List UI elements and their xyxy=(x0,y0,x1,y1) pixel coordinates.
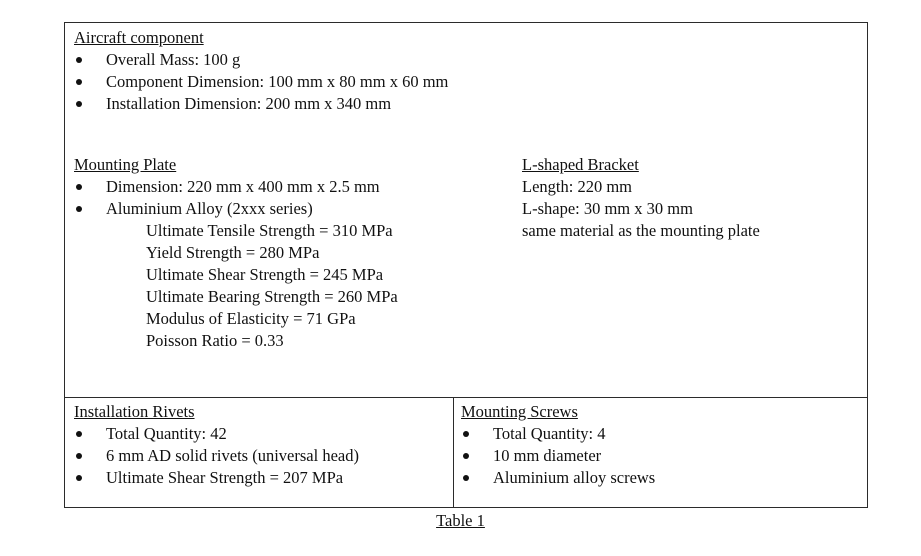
bullet-icon xyxy=(76,206,82,212)
l-bracket-line: same material as the mounting plate xyxy=(522,221,760,240)
list-item-text: Ultimate Shear Strength = 207 MPa xyxy=(106,468,344,487)
list-item xyxy=(74,49,448,71)
bullet-icon xyxy=(76,57,82,63)
mounting-plate-heading: Mounting Plate xyxy=(74,155,177,174)
installation-rivets-section xyxy=(74,401,359,489)
list-item-text: 6 mm AD solid rivets (universal head) xyxy=(106,446,359,465)
l-bracket-line: L-shape: 30 mm x 30 mm xyxy=(522,199,693,218)
bullet-icon xyxy=(76,475,82,481)
list-item xyxy=(461,467,655,489)
table-row-bottom xyxy=(65,398,867,508)
bullet-icon xyxy=(76,101,82,107)
bullet-icon xyxy=(76,79,82,85)
list-item-text: Total Quantity: 4 xyxy=(493,424,606,443)
mounting-plate-list xyxy=(74,176,398,220)
list-item xyxy=(74,445,359,467)
mounting-screws-list xyxy=(461,423,655,489)
list-item-text: Installation Dimension: 200 mm x 340 mm xyxy=(106,94,392,113)
aircraft-component-heading: Aircraft component xyxy=(74,28,204,47)
list-item-text: Aluminium alloy screws xyxy=(493,468,656,487)
aircraft-component-section xyxy=(74,27,448,115)
bullet-icon xyxy=(76,184,82,190)
list-item xyxy=(74,198,398,220)
list-item xyxy=(461,423,655,445)
installation-rivets-list xyxy=(74,423,359,489)
property-line: Ultimate Tensile Strength = 310 MPa xyxy=(146,221,393,240)
l-bracket-section xyxy=(522,154,760,242)
material-properties xyxy=(74,220,398,352)
list-item xyxy=(74,71,448,93)
property-line: Ultimate Bearing Strength = 260 MPa xyxy=(146,287,398,306)
list-item xyxy=(74,423,359,445)
list-item-text: 10 mm diameter xyxy=(493,446,602,465)
bullet-icon xyxy=(463,475,469,481)
list-item-text: Dimension: 220 mm x 400 mm x 2.5 mm xyxy=(106,177,380,196)
mounting-screws-section xyxy=(461,401,655,489)
bullet-icon xyxy=(463,453,469,459)
property-line: Ultimate Shear Strength = 245 MPa xyxy=(146,265,384,284)
list-item xyxy=(74,93,448,115)
mounting-plate-section xyxy=(74,154,398,352)
bullet-icon xyxy=(76,453,82,459)
bullet-icon xyxy=(463,431,469,437)
property-line: Modulus of Elasticity = 71 GPa xyxy=(146,309,356,328)
l-bracket-heading: L-shaped Bracket xyxy=(522,155,639,174)
table-caption: Table 1 xyxy=(436,511,485,530)
list-item xyxy=(74,467,359,489)
list-item xyxy=(74,176,398,198)
list-item-text: Overall Mass: 100 g xyxy=(106,50,241,69)
l-bracket-line: Length: 220 mm xyxy=(522,177,632,196)
property-line: Poisson Ratio = 0.33 xyxy=(146,331,284,350)
list-item xyxy=(461,445,655,467)
aircraft-component-list xyxy=(74,49,448,115)
installation-rivets-heading: Installation Rivets xyxy=(74,402,195,421)
property-line: Yield Strength = 280 MPa xyxy=(146,243,320,262)
list-item-text: Aluminium Alloy (2xxx series) xyxy=(106,199,313,218)
column-divider xyxy=(453,398,454,508)
spec-table xyxy=(64,22,868,508)
table-row-top xyxy=(65,23,867,398)
bullet-icon xyxy=(76,431,82,437)
mounting-screws-heading: Mounting Screws xyxy=(461,402,578,421)
list-item-text: Component Dimension: 100 mm x 80 mm x 60 mm xyxy=(106,72,449,91)
list-item-text: Total Quantity: 42 xyxy=(106,424,227,443)
